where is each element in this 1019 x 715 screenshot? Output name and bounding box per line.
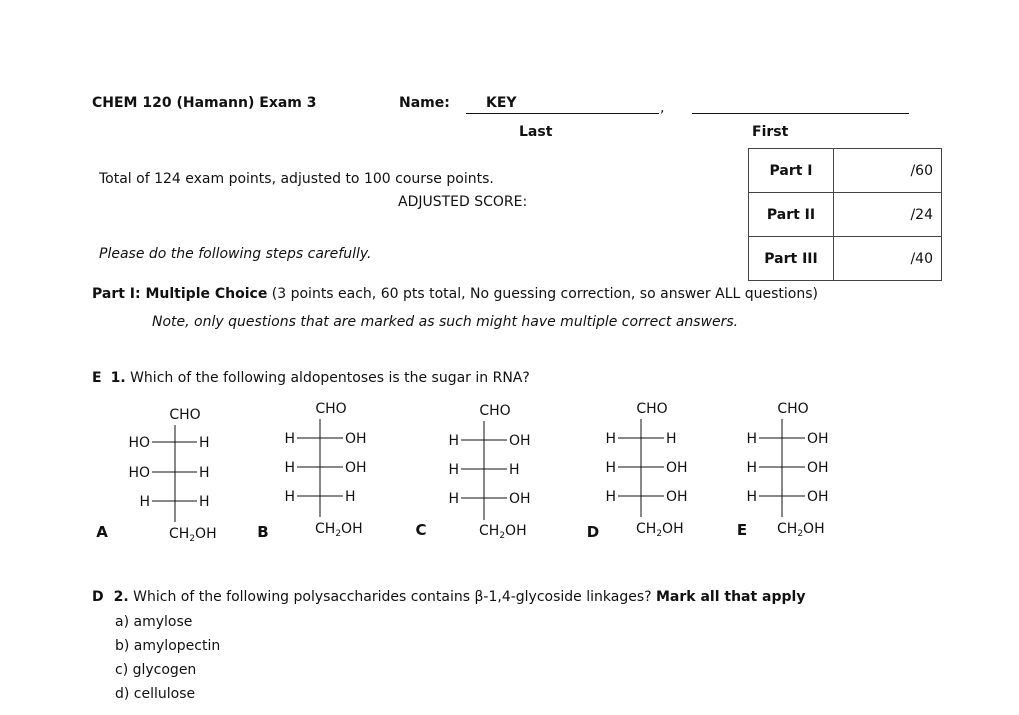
- ch2oh-label: $CH_2OH$: [636, 521, 684, 539]
- option-letter: C: [415, 521, 427, 539]
- right-substituent: OH: [807, 489, 829, 505]
- part1-header: [92, 286, 818, 302]
- fischer-projections: [0, 395, 1019, 550]
- name-label: Name:: [399, 95, 450, 111]
- q1-text: Which of the following aldopentoses is the sugar in RNA?: [125, 370, 530, 386]
- adjusted-score-label: ADJUSTED SCORE:: [398, 194, 528, 210]
- right-substituent: H: [199, 494, 210, 510]
- score-table: [748, 148, 942, 281]
- left-substituent: H: [284, 489, 295, 505]
- score-row: [749, 149, 942, 193]
- first-label: First: [752, 124, 789, 140]
- right-substituent: H: [345, 489, 356, 505]
- structure-b: [257, 401, 366, 541]
- left-substituent: H: [605, 489, 616, 505]
- left-substituent: H: [448, 491, 459, 507]
- q2-option-c: c) glycogen: [115, 662, 197, 678]
- first-name-field[interactable]: [692, 95, 909, 114]
- ch2oh-label: $CH_2OH$: [169, 526, 217, 544]
- option-letter: A: [96, 523, 108, 541]
- right-substituent: H: [199, 465, 210, 481]
- score-part-max: /60: [834, 149, 942, 193]
- ch2oh-label: $CH_2OH$: [777, 521, 825, 539]
- score-row: [749, 237, 942, 281]
- option-letter: B: [257, 523, 269, 541]
- total-points-text: Total of 124 exam points, adjusted to 100 course points.: [99, 171, 494, 187]
- left-substituent: H: [448, 462, 459, 478]
- score-row: [749, 193, 942, 237]
- right-substituent: OH: [807, 460, 829, 476]
- structure-a: [96, 407, 216, 544]
- q2-option-b: b) amylopectin: [115, 638, 221, 654]
- cho-label: CHO: [479, 403, 511, 419]
- ch2oh-label: $CH_2OH$: [315, 521, 363, 539]
- structure-e: [737, 401, 829, 539]
- left-substituent: H: [139, 494, 150, 510]
- cho-label: CHO: [169, 407, 201, 423]
- part1-details: (3 points each, 60 pts total, No guessing correction, so answer ALL questions): [267, 286, 818, 302]
- score-part-label: Part II: [749, 193, 834, 237]
- right-substituent: OH: [666, 489, 688, 505]
- q2-option-a: a) amylose: [115, 614, 193, 630]
- right-substituent: OH: [345, 460, 367, 476]
- left-substituent: H: [605, 460, 616, 476]
- right-substituent: OH: [509, 491, 531, 507]
- exam-title: CHEM 120 (Hamann) Exam 3: [92, 95, 317, 111]
- score-part-label: Part I: [749, 149, 834, 193]
- right-substituent: H: [666, 431, 677, 447]
- cho-label: CHO: [315, 401, 347, 417]
- q2-text: Which of the following polysaccharides contains β-1,4-glycoside linkages?: [128, 589, 656, 605]
- left-substituent: HO: [128, 465, 150, 481]
- right-substituent: OH: [807, 431, 829, 447]
- q2-option-d: d) cellulose: [115, 686, 196, 702]
- right-substituent: OH: [345, 431, 367, 447]
- question-1: [92, 370, 530, 386]
- option-letter: D: [586, 523, 600, 541]
- q2-answer: D: [92, 589, 104, 605]
- last-label: Last: [519, 124, 553, 140]
- cho-label: CHO: [636, 401, 668, 417]
- part1-title: Part I: Multiple Choice: [92, 286, 268, 302]
- last-name-field[interactable]: [466, 95, 659, 114]
- right-substituent: H: [509, 462, 520, 478]
- structure-d: [587, 401, 688, 541]
- option-letter: E: [736, 521, 748, 539]
- structure-c: [415, 403, 530, 541]
- score-part-max: /24: [834, 193, 942, 237]
- left-substituent: H: [746, 460, 757, 476]
- left-substituent: H: [448, 433, 459, 449]
- left-substituent: H: [746, 431, 757, 447]
- right-substituent: H: [199, 435, 210, 451]
- q1-answer: E: [92, 370, 102, 386]
- right-substituent: OH: [509, 433, 531, 449]
- right-substituent: OH: [666, 460, 688, 476]
- part1-note: Note, only questions that are marked as such might have multiple correct answers.: [152, 314, 739, 330]
- q2-emphasis: Mark all that apply: [656, 589, 806, 605]
- cho-label: CHO: [777, 401, 809, 417]
- left-substituent: HO: [128, 435, 150, 451]
- name-value: KEY: [486, 95, 517, 111]
- left-substituent: H: [605, 431, 616, 447]
- score-part-max: /40: [834, 237, 942, 281]
- question-2: [92, 589, 805, 605]
- left-substituent: H: [284, 431, 295, 447]
- q1-number: 1.: [110, 370, 126, 386]
- name-comma: ,: [660, 100, 665, 116]
- left-substituent: H: [746, 489, 757, 505]
- score-part-label: Part III: [749, 237, 834, 281]
- q2-number: 2.: [113, 589, 129, 605]
- instructions-text: Please do the following steps carefully.: [99, 246, 372, 262]
- ch2oh-label: $CH_2OH$: [479, 523, 527, 541]
- left-substituent: H: [284, 460, 295, 476]
